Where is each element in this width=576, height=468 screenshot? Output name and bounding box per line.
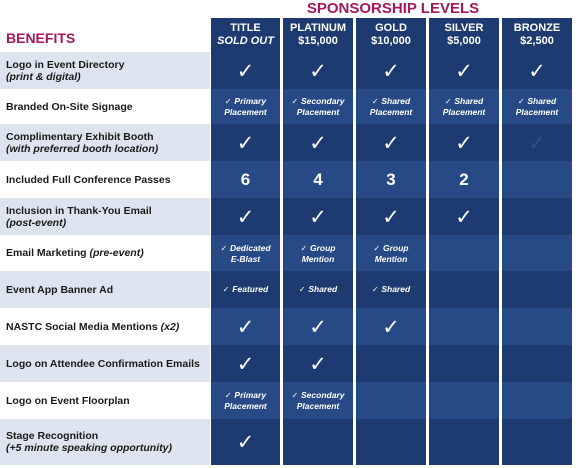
benefit-subtext: (with preferred booth location) (6, 142, 159, 155)
cell-note-line: Placement (369, 107, 413, 117)
benefit-inline-note: (x2) (160, 320, 180, 333)
cell-note-text: Group (383, 242, 409, 253)
benefit-name (6, 321, 208, 333)
benefit-subtext: (print & digital) (6, 70, 81, 83)
benefit-label (6, 419, 208, 465)
benefit-label (6, 235, 208, 271)
benefit-name (6, 247, 208, 259)
benefit-cell (211, 89, 280, 124)
benefit-label (6, 89, 208, 124)
benefit-label (6, 124, 208, 161)
benefit-name (6, 284, 208, 296)
cell-note-line (225, 390, 266, 401)
benefit-cell (356, 89, 426, 124)
benefit-cell (211, 419, 280, 465)
cell-note-line: E-Blast (230, 253, 261, 264)
checkmark-icon: ✓ (309, 351, 327, 376)
small-check-icon: ✓ (371, 285, 382, 294)
benefit-cell (356, 382, 426, 419)
benefit-name (6, 101, 208, 113)
benefit-name (6, 358, 208, 370)
level-price: $15,000 (298, 35, 338, 47)
cell-note-text: Dedicated (229, 242, 271, 253)
checkmark-icon: ✓ (236, 314, 255, 339)
benefit-cell (429, 52, 499, 89)
cell-note-text: Shared (308, 284, 338, 294)
level-column-title (211, 18, 280, 465)
benefit-cell (211, 124, 280, 161)
level-column-gold (356, 18, 426, 465)
benefit-cell (211, 345, 280, 382)
pass-count: 2 (459, 169, 469, 189)
cell-note-line: Placement (224, 107, 267, 117)
benefit-name (6, 205, 208, 217)
benefit-cell (356, 271, 426, 308)
checkmark-icon: ✓ (528, 130, 546, 155)
benefit-cell (356, 198, 426, 235)
checkmark-icon: ✓ (455, 204, 473, 229)
benefit-cell (502, 235, 572, 271)
cell-note-line (372, 284, 410, 295)
checkmark-icon: ✓ (455, 58, 473, 83)
pass-count: 6 (240, 169, 251, 189)
level-price: $5,000 (447, 35, 481, 47)
benefit-cell (211, 161, 280, 198)
cell-note-text: Secondary (301, 390, 345, 400)
level-header-bronze (502, 18, 572, 52)
benefit-cell (356, 345, 426, 382)
benefit-name-text: Stage Recognition (6, 430, 99, 442)
benefit-name-text: Logo on Attendee Confirmation Emails (6, 357, 200, 370)
cell-note-line (301, 243, 336, 254)
cell-note-line (225, 96, 266, 107)
cell-note-text: Primary (234, 390, 267, 400)
benefit-name (6, 174, 208, 186)
level-name: PLATINUM (289, 22, 346, 34)
benefit-name-text: Inclusion in Thank-You Email (6, 204, 152, 217)
benefit-label (6, 345, 208, 382)
small-check-icon: ✓ (222, 285, 233, 294)
benefit-label (6, 198, 208, 235)
benefit-cell (429, 198, 499, 235)
pass-count: 3 (386, 169, 396, 189)
benefit-name-text: Branded On-Site Signage (6, 100, 133, 113)
small-check-icon: ✓ (517, 97, 528, 106)
cell-note-line (223, 284, 268, 295)
level-header-gold (356, 18, 426, 52)
benefit-name-text: Included Full Conference Passes (6, 173, 171, 186)
cell-note-line (518, 96, 556, 107)
benefit-cell (429, 382, 499, 419)
benefit-cell (502, 308, 572, 345)
cell-note-line: Mention (301, 253, 335, 264)
benefit-cell (283, 308, 353, 345)
checkmark-icon: ✓ (236, 58, 255, 83)
benefit-cell (356, 419, 426, 465)
level-column-platinum (283, 18, 353, 465)
benefit-cell (211, 382, 280, 419)
benefit-cell (283, 52, 353, 89)
cell-note-text: Group (310, 242, 336, 253)
benefit-cell (502, 345, 572, 382)
level-name: BRONZE (513, 22, 561, 34)
benefit-cell (356, 52, 426, 89)
small-check-icon: ✓ (224, 97, 235, 106)
cell-note-text: Secondary (301, 96, 345, 106)
level-name: SILVER (444, 22, 484, 34)
checkmark-icon: ✓ (309, 204, 327, 229)
benefit-name-text: Complimentary Exhibit Booth (6, 130, 154, 143)
benefit-label (6, 308, 208, 345)
benefit-cell (429, 235, 499, 271)
checkmark-icon: ✓ (309, 314, 327, 339)
cell-note-line (372, 96, 410, 107)
cell-note-line: Mention (374, 253, 408, 264)
small-check-icon: ✓ (373, 243, 383, 253)
benefit-cell (356, 308, 426, 345)
benefit-cell (211, 235, 280, 271)
benefit-name (6, 59, 208, 71)
benefit-cell (211, 308, 280, 345)
cell-note-text: Shared (381, 96, 411, 106)
benefits-heading: BENEFITS (6, 30, 76, 46)
level-column-bronze (502, 18, 572, 465)
level-price: SOLD OUT (217, 35, 274, 47)
cell-note-text: Featured (232, 284, 269, 294)
checkmark-icon: ✓ (382, 58, 400, 83)
cell-note-line (299, 284, 337, 295)
benefit-cell (356, 161, 426, 198)
cell-note-line: Placement (442, 107, 486, 117)
level-header-silver (429, 18, 499, 52)
checkmark-icon: ✓ (236, 130, 255, 155)
small-check-icon: ✓ (298, 285, 309, 294)
cell-note-text: Primary (234, 96, 267, 106)
checkmark-icon: ✓ (236, 204, 255, 229)
benefit-cell (429, 161, 499, 198)
sponsorship-levels-banner: SPONSORSHIP LEVELS (306, 0, 480, 17)
cell-note-line: Placement (515, 107, 559, 117)
checkmark-icon: ✓ (236, 430, 255, 454)
benefit-name (6, 430, 208, 442)
benefit-cell (502, 161, 572, 198)
level-header-platinum (283, 18, 353, 52)
small-check-icon: ✓ (444, 97, 455, 106)
benefit-cell (283, 419, 353, 465)
benefit-cell (429, 419, 499, 465)
benefit-cell (211, 198, 280, 235)
cell-note-text: Shared (381, 284, 411, 294)
small-check-icon: ✓ (291, 391, 302, 400)
cell-note-line: Placement (224, 401, 267, 411)
level-name: GOLD (375, 22, 407, 34)
benefit-label (6, 161, 208, 198)
level-name: TITLE (230, 22, 261, 34)
benefit-name (6, 395, 208, 407)
cell-note-line (292, 96, 345, 107)
benefit-cell (502, 89, 572, 124)
benefit-cell (283, 124, 353, 161)
benefit-cell (283, 271, 353, 308)
level-price: $10,000 (371, 35, 411, 47)
cell-note-line (374, 243, 409, 254)
benefit-cell (356, 124, 426, 161)
checkmark-icon: ✓ (382, 204, 400, 229)
benefit-cell (283, 89, 353, 124)
small-check-icon: ✓ (371, 97, 382, 106)
benefit-cell (356, 235, 426, 271)
benefit-cell (211, 52, 280, 89)
checkmark-icon: ✓ (309, 130, 327, 155)
benefit-name-text: Logo in Event Directory (6, 58, 125, 71)
benefit-name (6, 131, 208, 143)
checkmark-icon: ✓ (309, 58, 327, 83)
benefit-label (6, 271, 208, 308)
benefit-cell (283, 198, 353, 235)
benefit-cell (429, 89, 499, 124)
benefit-name-text: Event App Banner Ad (6, 283, 114, 296)
level-header-title (211, 18, 280, 52)
checkmark-icon: ✓ (528, 58, 546, 83)
benefit-cell (429, 308, 499, 345)
benefit-cell (502, 271, 572, 308)
benefit-label (6, 382, 208, 419)
benefit-cell (502, 124, 572, 161)
benefit-inline-note: (pre-event) (89, 247, 144, 259)
benefit-cell (283, 161, 353, 198)
cell-note-line (445, 96, 483, 107)
benefit-name-text: NASTC Social Media Mentions (6, 320, 158, 333)
benefit-cell (211, 271, 280, 308)
pass-count: 4 (313, 169, 323, 189)
small-check-icon: ✓ (224, 391, 235, 400)
benefit-cell (502, 382, 572, 419)
cell-note-line (292, 390, 345, 401)
checkmark-icon: ✓ (455, 130, 473, 155)
benefit-cell (429, 345, 499, 382)
benefit-name-text: Email Marketing (6, 247, 87, 259)
benefit-cell (502, 419, 572, 465)
benefit-cell (283, 235, 353, 271)
benefit-cell (429, 271, 499, 308)
benefit-subtext: (+5 minute speaking opportunity) (6, 442, 172, 454)
benefit-cell (429, 124, 499, 161)
benefit-cell (283, 382, 353, 419)
checkmark-icon: ✓ (236, 351, 255, 376)
level-price: $2,500 (520, 35, 554, 47)
benefit-cell (283, 345, 353, 382)
small-check-icon: ✓ (291, 97, 302, 106)
small-check-icon: ✓ (220, 243, 230, 253)
benefit-cell (502, 198, 572, 235)
cell-note-text: Shared (527, 96, 557, 106)
cell-note-line: Placement (296, 107, 340, 117)
benefit-cell (502, 52, 572, 89)
level-column-silver (429, 18, 499, 465)
benefit-name-text: Logo on Event Floorplan (6, 394, 130, 407)
benefit-subtext: (post-event) (6, 216, 67, 229)
cell-note-text: Shared (454, 96, 484, 106)
cell-note-line (220, 243, 270, 254)
checkmark-icon: ✓ (382, 314, 400, 339)
checkmark-icon: ✓ (382, 130, 400, 155)
cell-note-line: Placement (296, 401, 340, 411)
benefit-label (6, 52, 208, 89)
small-check-icon: ✓ (300, 243, 310, 253)
